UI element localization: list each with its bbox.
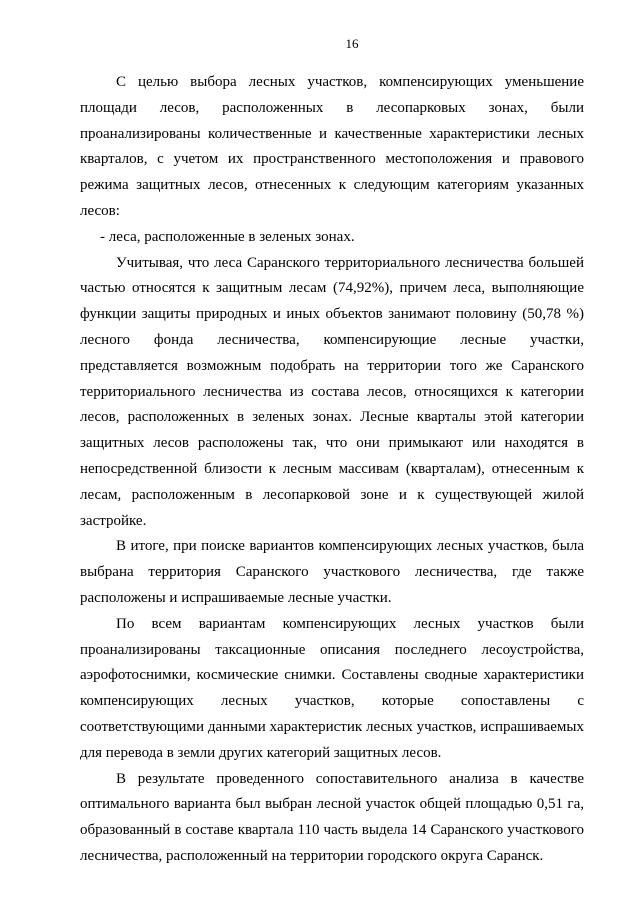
paragraph-saransk-forestry: Учитывая, что леса Саранского территориального лесничества большей частью относятся к защитным лесам (74,92%), причем леса, выполняющие функции защиты природных и иных объектов занимают половину (50,78 %) лесного фонда лесничества, компенсирующие лесные участки, представляется возможным подобрать на территории того же Саранского территориального лесничества из состава лесов, относящихся к категории лесов, расположенных в зеленых зонах. Лесные кварталы этой категории защитных лесов расположены так, что они примыкают или находятся в непосредственной близости к лесным массивам (кварталам), отнесенным к лесам, расположенным в лесопарковой зоне и к существующей жилой застройке. bbox=[80, 254, 584, 529]
page-number: 16 bbox=[345, 36, 359, 51]
paragraph-result-search: В итоге, при поиске вариантов компенсирующих лесных участков, была выбрана территория Саранского участкового лесничества, где также расположены и испрашиваемые лесные участки. bbox=[80, 538, 584, 606]
paragraph-purpose: С целью выбора лесных участков, компенсирующих уменьшение площади лесов, расположенных в лесопарковых зонах, были проанализированы количественные и качественные характеристики лесных кварталов, с учетом их пространственного местоположения и правового режима защитных лесов, отнесенных к следующим категориям указанных лесов: bbox=[80, 74, 584, 219]
paragraph-analysis: По всем вариантам компенсирующих лесных участков были проанализированы таксационные описания последнего лесоустройства, аэрофотоснимки, космические снимки. Составлены сводные характеристики компенсирующих лесных участков, которые сопоставлены с соответствующими данными характеристик лесных участков, испрашиваемых для перевода в земли других категорий защитных лесов. bbox=[80, 615, 584, 761]
paragraph-conclusion: В результате проведенного сопоставительного анализа в качестве оптимального варианта был выбран лесной участок общей площадью 0,51 га, образованный в составе квартала 110 часть выдела 14 Саранского участкового лесничества, расположенный на территории городского округа Саранск. bbox=[80, 770, 584, 864]
list-item-green-zones: - леса, расположенные в зеленых зонах. bbox=[100, 228, 355, 245]
